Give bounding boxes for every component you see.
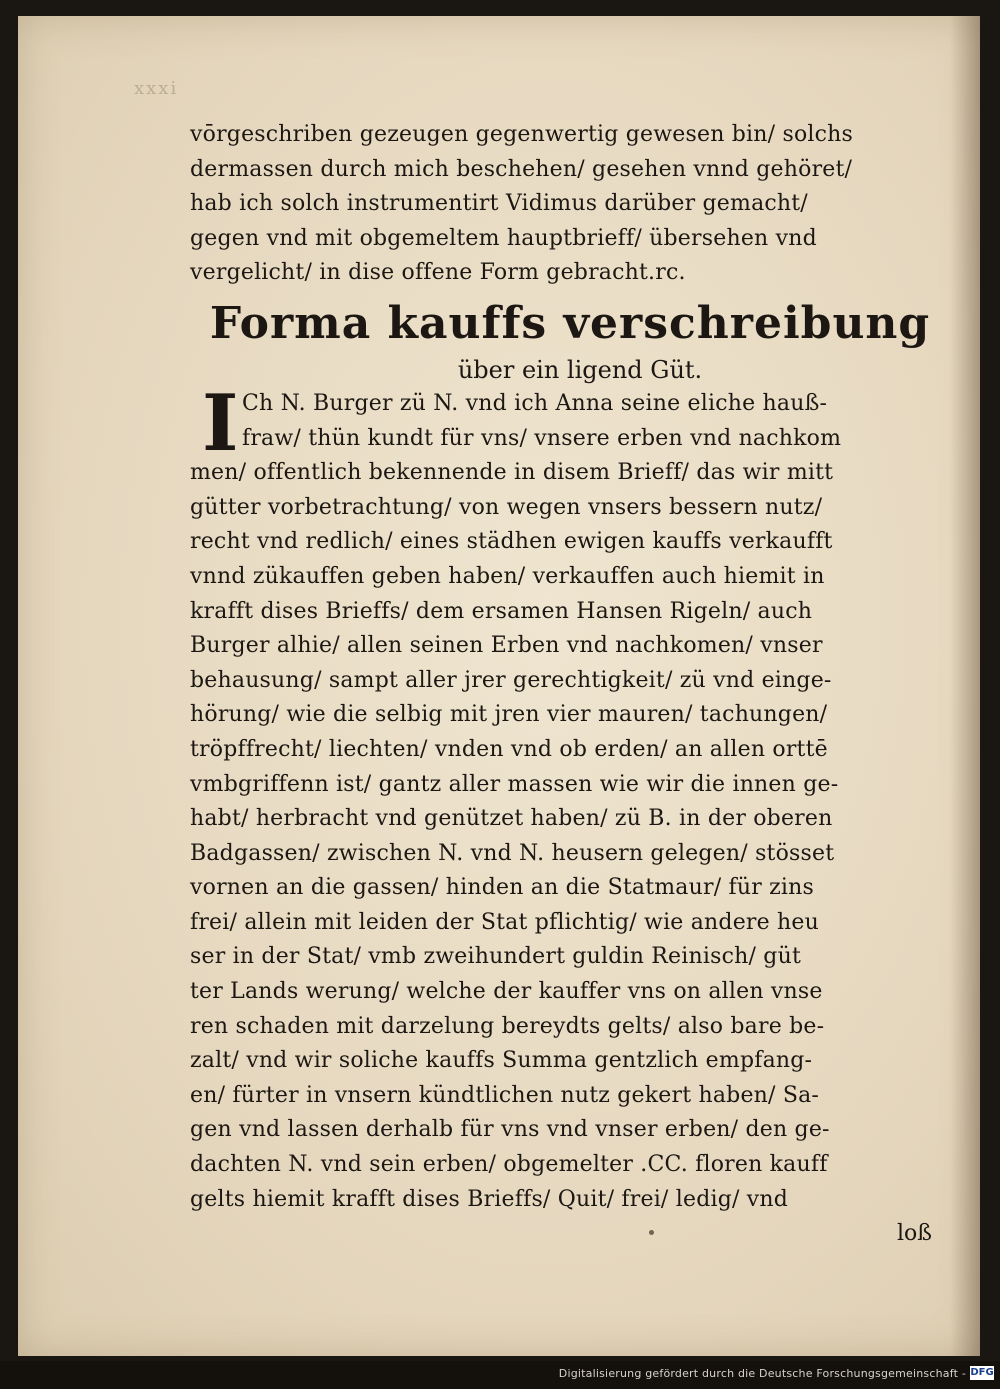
- text-line: dachten N. vnd sein erben/ obgemelter .CC. floren kauff: [190, 1152, 828, 1178]
- footer-credit: Digitalisierung gefördert durch die Deutsche Forschungsgemeinschaft -: [558, 1367, 966, 1380]
- text-line: vōrgeschriben gezeugen gegenwertig gewesen bin/ solchs: [190, 122, 854, 147]
- catchword: loß: [897, 1221, 932, 1247]
- text-line: ter Lands werung/ welche der kauffer vns on allen vnse: [190, 979, 823, 1005]
- text-line: hörung/ wie die selbig mit jren vier mauren/ tachungen/: [190, 702, 828, 728]
- text-block: [190, 118, 950, 1251]
- text-line: gen vnd lassen derhalb für vns vnd vnser erben/ den ge-: [190, 1117, 830, 1143]
- page-edge-shadow: [950, 16, 980, 1356]
- drop-initial: I: [202, 377, 239, 469]
- text-line: tröpffrecht/ liechten/ vnden vnd ob erden/ an allen orttē: [190, 736, 828, 762]
- text-line: vergelicht/ in dise offene Form gebracht.rc.: [190, 260, 686, 286]
- text-line: ren schaden mit darzelung bereydts gelts/ also bare be-: [190, 1013, 825, 1039]
- text-line: behausung/ sampt aller jrer gerechtigkeit/ zü vnd einge-: [190, 667, 832, 693]
- section-title: Forma kauffs verschreibung: [209, 297, 931, 349]
- dfg-logo: DFG: [970, 1367, 994, 1378]
- text-line: Badgassen/ zwischen N. vnd N. heusern gelegen/ stösset: [190, 840, 835, 866]
- paper-speck: [649, 1230, 654, 1235]
- text-line: habt/ herbracht vnd genützet haben/ zü B. in der oberen: [190, 806, 833, 832]
- text-line: gelts hiemit krafft dises Brieffs/ Quit/ frei/ ledig/ vnd: [190, 1186, 789, 1212]
- text-line: zalt/ vnd wir soliche kauffs Summa gentzlich empfang-: [190, 1048, 813, 1074]
- text-line: gegen vnd mit obgemeltem hauptbrieff/ übersehen vnd: [190, 225, 817, 251]
- text-line: men/ offentlich bekennende in disem Brieff/ das wir mitt: [190, 460, 834, 486]
- text-line: krafft dises Brieffs/ dem ersamen Hansen Rigeln/ auch: [190, 598, 813, 624]
- text-line: vnnd zükauffen geben haben/ verkauffen auch hiemit in: [190, 563, 825, 589]
- body-paragraph: [190, 377, 950, 1251]
- text-line: vornen an die gassen/ hinden an die Statmaur/ für zins: [190, 875, 815, 901]
- text-line: gütter vorbetrachtung/ von wegen vnsers bessern nutz/: [190, 494, 823, 520]
- text-line: vmbgriffenn ist/ gantz aller massen wie wir die innen ge-: [190, 771, 839, 797]
- text-line: Burger alhie/ allen seinen Erben vnd nachkomen/ vnser: [190, 633, 823, 659]
- section-subtitle: über ein ligend Güt.: [457, 355, 703, 384]
- folio-number: xxxi: [134, 78, 179, 99]
- text-line: en/ fürter in vnsern kündtlichen nutz gekert haben/ Sa-: [190, 1082, 820, 1108]
- text-line: ser in der Stat/ vmb zweihundert guldin Reinisch/ güt: [190, 944, 801, 970]
- text-line: Ch N. Burger zü N. vnd ich Anna seine eliche hauß-: [242, 390, 828, 416]
- text-line: dermassen durch mich beschehen/ gesehen vnnd gehöret/: [190, 156, 853, 182]
- text-line: hab ich solch instrumentirt Vidimus darüber gemacht/: [190, 191, 808, 217]
- intro-paragraph: [190, 118, 950, 291]
- text-line: recht vnd redlich/ eines städhen ewigen kauffs verkaufft: [190, 529, 833, 555]
- text-line: fraw/ thün kundt für vns/ vnsere erben vnd nachkom: [242, 425, 842, 451]
- text-line: frei/ allein mit leiden der Stat pflichtig/ wie andere heu: [190, 909, 819, 935]
